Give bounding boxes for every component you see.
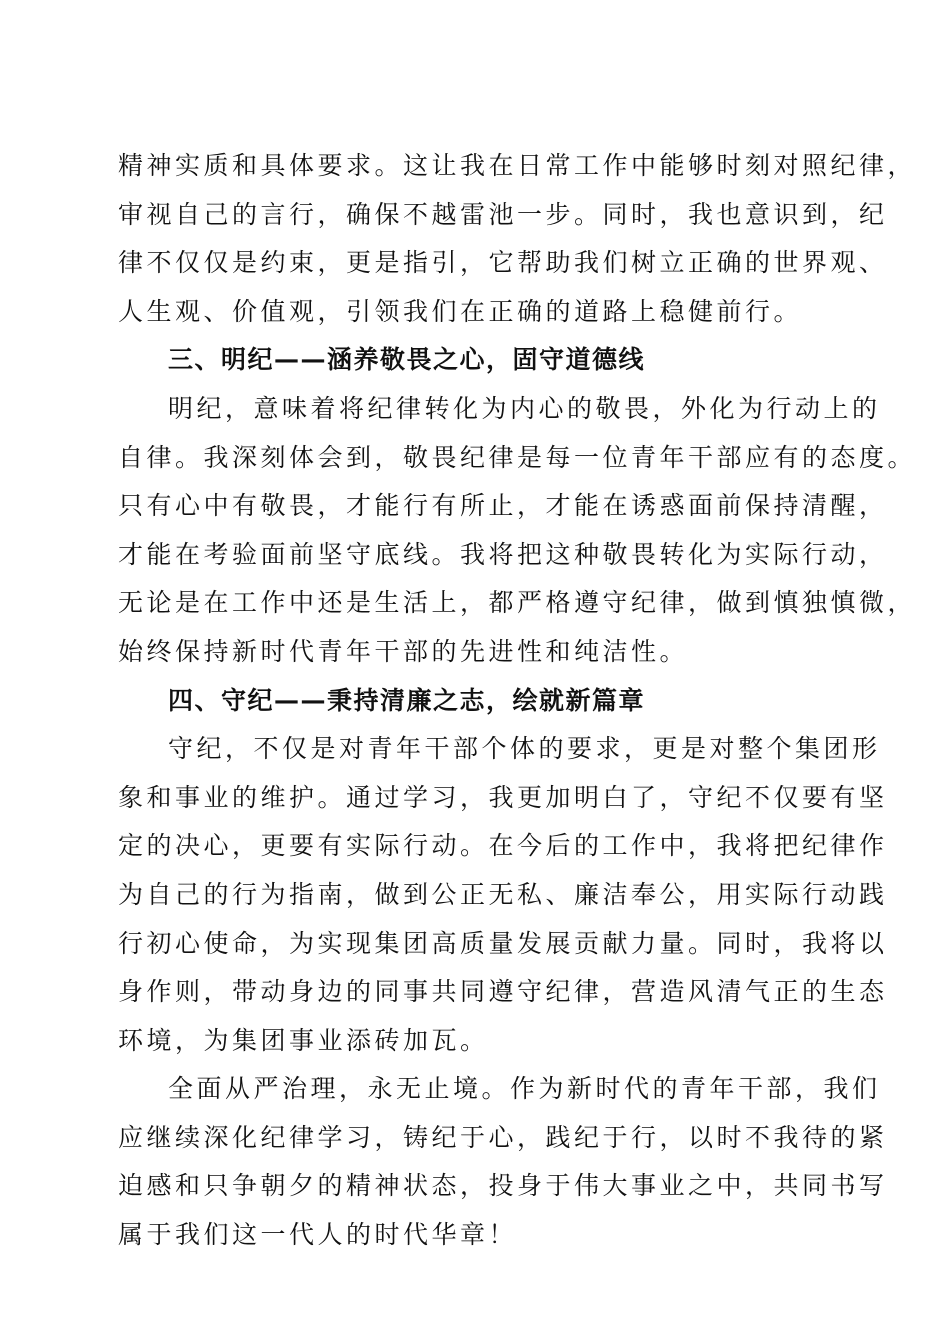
text-line: 才能在考验面前坚守底线。我将把这种敬畏转化为实际行动，	[118, 539, 888, 569]
text-line: 律不仅仅是约束，更是指引，它帮助我们树立正确的世界观、	[118, 248, 888, 278]
paragraph-first-line: 明纪，意味着将纪律转化为内心的敬畏，外化为行动上的	[168, 393, 881, 423]
paragraph-first-line: 守纪，不仅是对青年干部个体的要求，更是对整个集团形	[168, 734, 881, 764]
text-line: 环境，为集团事业添砖加瓦。	[118, 1025, 489, 1055]
text-line: 审视自己的言行，确保不越雷池一步。同时，我也意识到，纪	[118, 199, 888, 229]
paragraph-first-line: 全面从严治理，永无止境。作为新时代的青年干部，我们	[168, 1074, 881, 1104]
text-line: 行初心使命，为实现集团高质量发展贡献力量。同时，我将以	[118, 928, 888, 958]
text-line: 精神实质和具体要求。这让我在日常工作中能够时刻对照纪律，	[118, 151, 917, 180]
text-line: 只有心中有敬畏，才能行有所止，才能在诱惑面前保持清醒，	[118, 491, 888, 521]
text-line: 始终保持新时代青年干部的先进性和纯洁性。	[118, 636, 689, 666]
text-line: 人生观、价值观，引领我们在正确的道路上稳健前行。	[118, 296, 803, 326]
text-line: 无论是在工作中还是生活上，都严格遵守纪律，做到慎独慎微，	[118, 588, 917, 618]
text-line: 应继续深化纪律学习，铸纪于心，践纪于行，以时不我待的紧	[118, 1122, 888, 1152]
text-line: 迫感和只争朝夕的精神状态，投身于伟大事业之中，共同书写	[118, 1171, 888, 1201]
section-heading-4: 四、守纪——秉持清廉之志，绘就新篇章	[168, 685, 646, 715]
section-heading-3: 三、明纪——涵养敬畏之心，固守道德线	[168, 345, 646, 375]
text-line: 属于我们这一代人的时代华章！	[118, 1220, 518, 1250]
text-line: 象和事业的维护。通过学习，我更加明白了，守纪不仅要有坚	[118, 782, 888, 812]
text-line: 为自己的行为指南，做到公正无私、廉洁奉公，用实际行动践	[118, 879, 888, 909]
document-body	[118, 142, 917, 1260]
text-line: 定的决心，更要有实际行动。在今后的工作中，我将把纪律作	[118, 831, 888, 861]
text-line: 自律。我深刻体会到，敬畏纪律是每一位青年干部应有的态度。	[118, 442, 917, 472]
text-line: 身作则，带动身边的同事共同遵守纪律，营造风清气正的生态	[118, 977, 888, 1007]
